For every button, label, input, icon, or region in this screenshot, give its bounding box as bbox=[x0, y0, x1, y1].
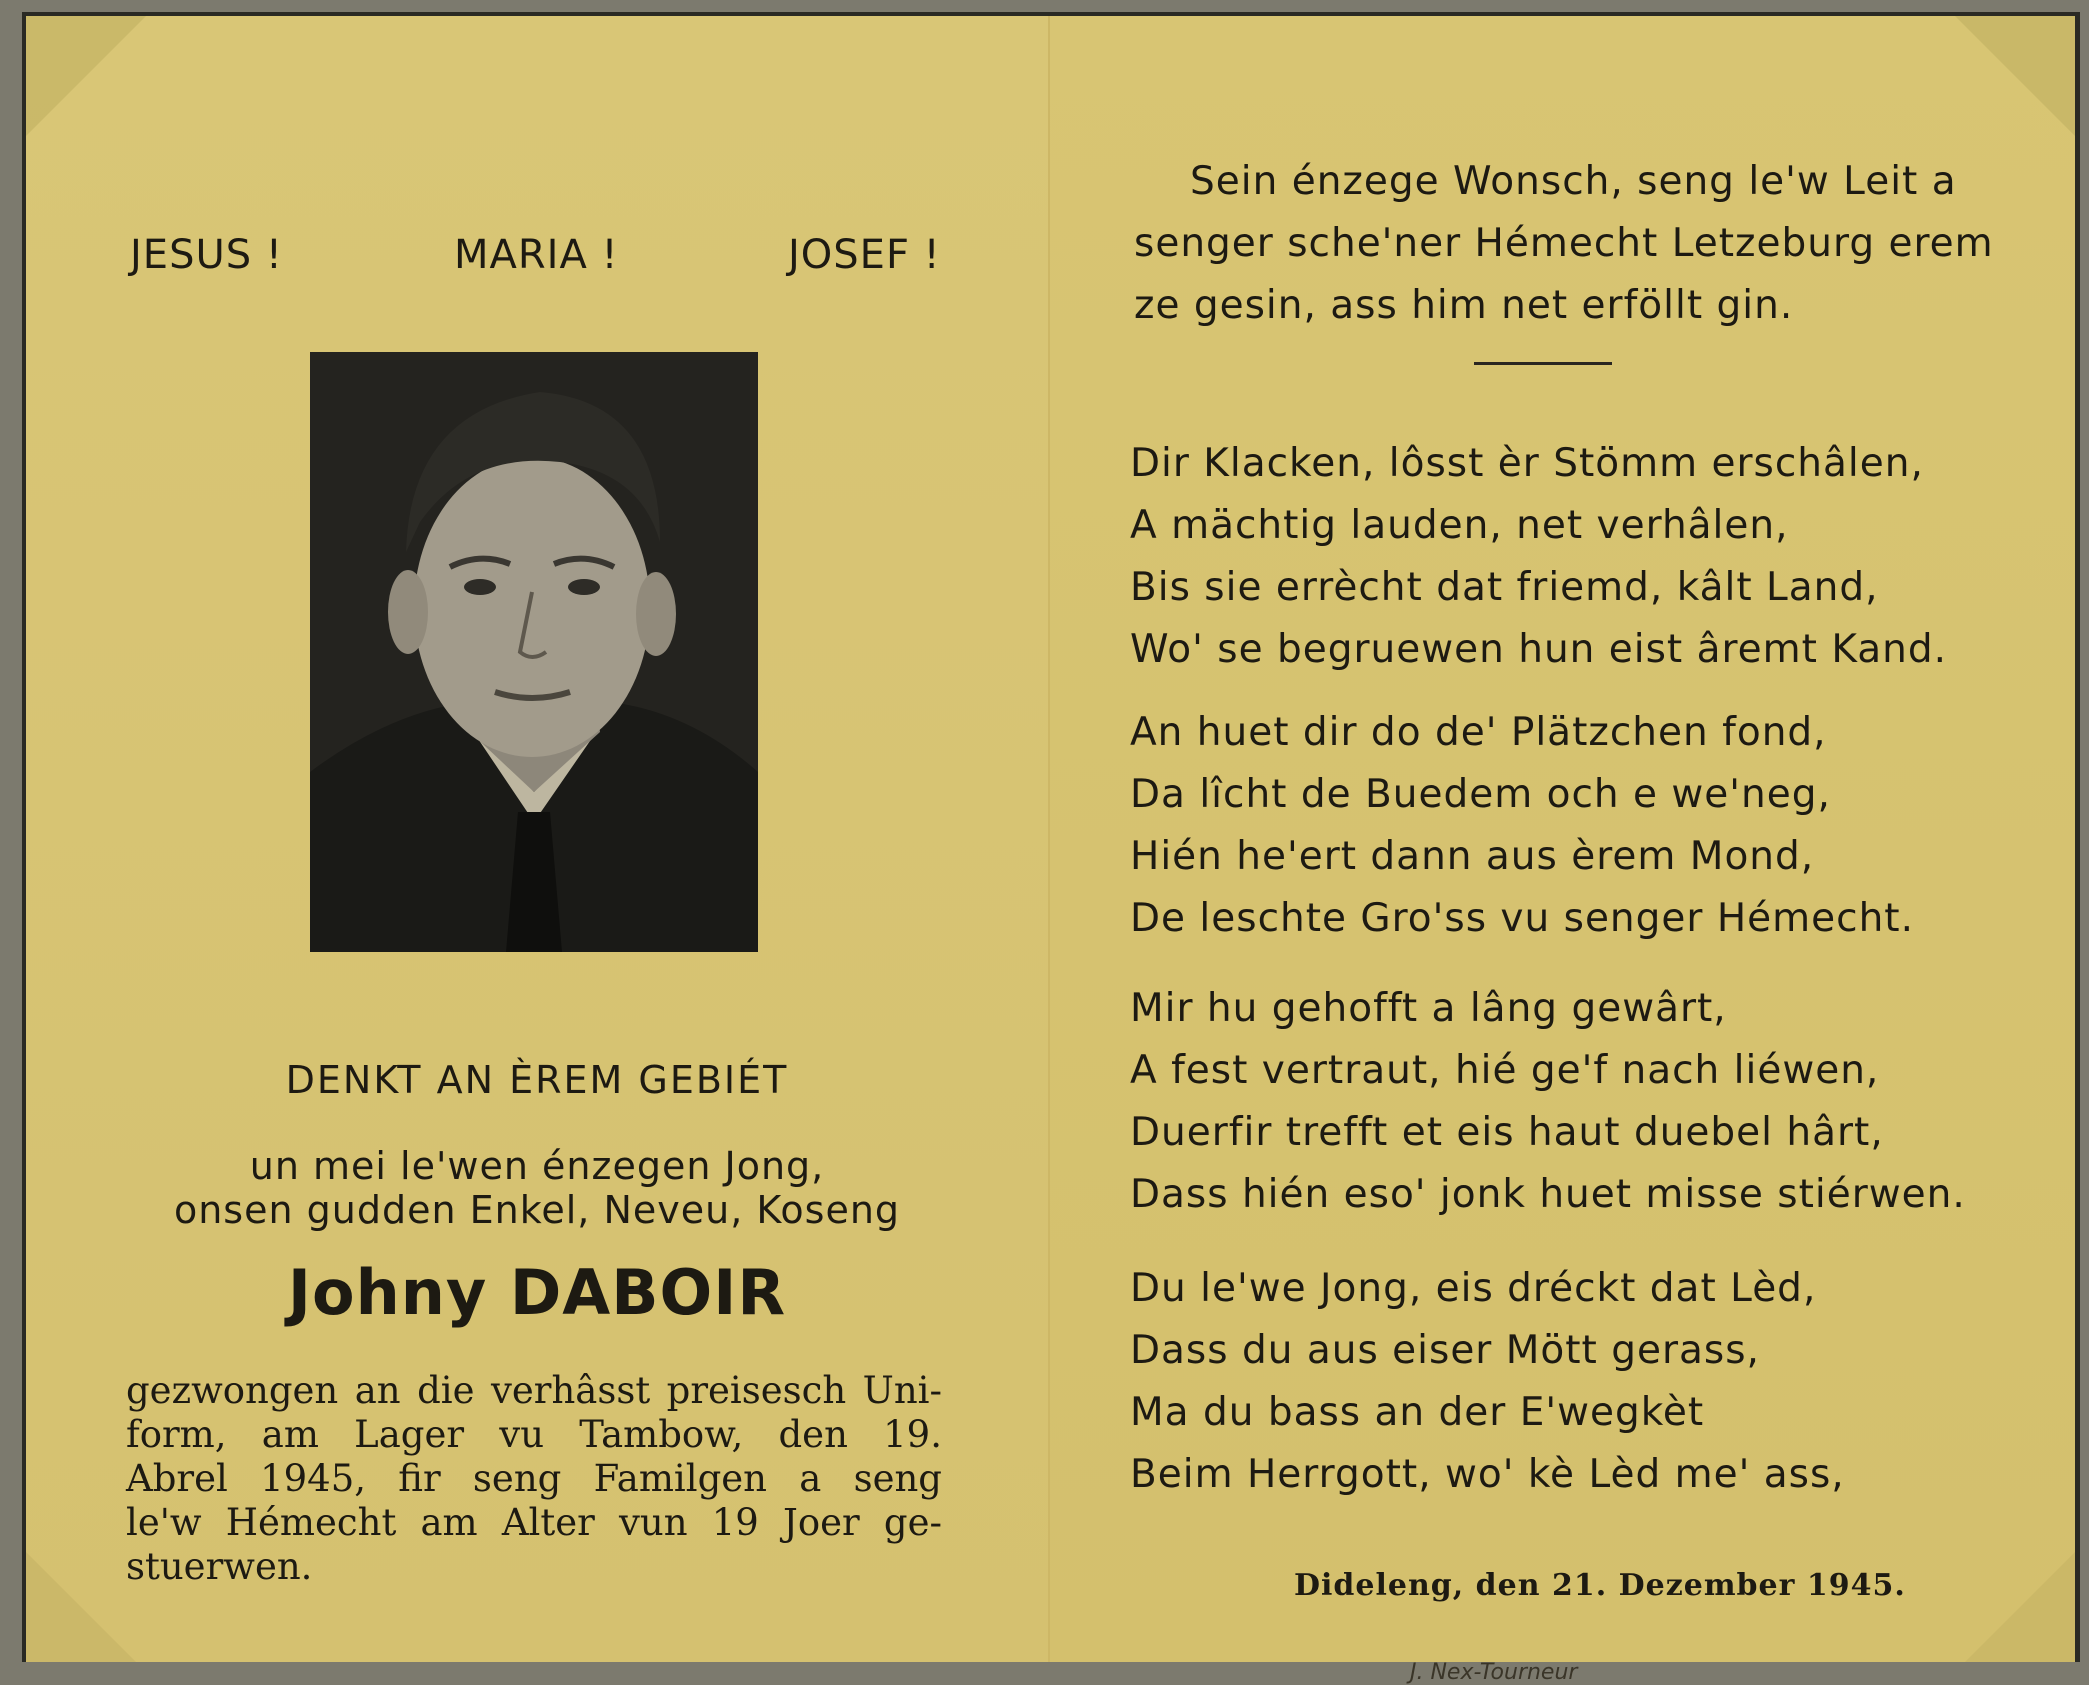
final-wish-line: Sein énzege Wonsch, seng le'w Leit a bbox=[1190, 159, 1957, 204]
biography-line: gezwongen an die verhâsst preisesch Uni- bbox=[126, 1369, 942, 1412]
deceased-name: Johny DABOIR bbox=[287, 1256, 787, 1329]
final-wish bbox=[1134, 151, 1994, 337]
photo-corner-top-right bbox=[1955, 16, 2075, 136]
poem-line: Duerfir trefft et eis haut duebel hârt, bbox=[1130, 1110, 1884, 1155]
place-and-date: Dideleng, den 21. Dezember 1945. bbox=[1294, 1568, 1906, 1603]
separator-rule bbox=[1474, 362, 1612, 365]
final-wish-line: ze gesin, ass him net erföllt gin. bbox=[1134, 283, 1794, 328]
poem-stanza-1 bbox=[1130, 433, 1990, 681]
poem-line: Beim Herrgott, wo' kè Lèd me' ass, bbox=[1130, 1452, 1845, 1497]
poem-line: Dass du aus eiser Mött gerass, bbox=[1130, 1328, 1760, 1373]
left-panel bbox=[26, 16, 1048, 1662]
biography-line: Abrel 1945, fir seng Familgen a seng bbox=[126, 1457, 942, 1500]
biography-line: stuerwen. bbox=[126, 1545, 313, 1588]
poem-line: Ma du bass an der E'wegkèt bbox=[1130, 1390, 1705, 1435]
dedication-line-2: onsen gudden Enkel, Neveu, Koseng bbox=[173, 1188, 901, 1232]
invocation-jesus: JESUS ! bbox=[130, 232, 283, 278]
poem-line: A mächtig lauden, net verhâlen, bbox=[1130, 503, 1789, 548]
poem-line: Du le'we Jong, eis dréckt dat Lèd, bbox=[1130, 1266, 1817, 1311]
invocation-maria: MARIA ! bbox=[454, 232, 619, 278]
poem-line: A fest vertraut, hié ge'f nach liéwen, bbox=[1130, 1048, 1880, 1093]
poem-line: Da lîcht de Buedem och e we'neg, bbox=[1130, 772, 1831, 817]
poem-line: Hién he'ert dann aus èrem Mond, bbox=[1130, 834, 1815, 879]
photo-corner-bottom-left bbox=[26, 1552, 136, 1662]
poem-stanza-3 bbox=[1130, 978, 1990, 1226]
final-wish-line: senger sche'ner Hémecht Letzeburg erem bbox=[1134, 221, 1994, 266]
prayer-request: DENKT AN ÈREM GEBIÉT bbox=[285, 1058, 789, 1102]
printer-imprint: J. Nex-Tourneur bbox=[1410, 1660, 1578, 1685]
photo-corner-bottom-right bbox=[1965, 1552, 2075, 1662]
biography-line: form, am Lager vu Tambow, den 19. bbox=[126, 1413, 942, 1456]
invocation-josef: JOSEF ! bbox=[788, 232, 941, 278]
portrait-photo bbox=[310, 352, 758, 952]
poem-line: Mir hu gehofft a lâng gewârt, bbox=[1130, 986, 1727, 1031]
portrait-illustration bbox=[310, 352, 758, 952]
dedication-line-1: un mei le'wen énzegen Jong, bbox=[249, 1144, 825, 1188]
memorial-card bbox=[22, 12, 2080, 1685]
poem-stanza-2 bbox=[1130, 702, 1990, 950]
poem-line: Dir Klacken, lôsst èr Stömm erschâlen, bbox=[1130, 441, 1924, 486]
poem-stanza-4 bbox=[1130, 1258, 1990, 1506]
poem-line: Dass hién eso' jonk huet misse stiérwen. bbox=[1130, 1172, 1966, 1217]
poem-line: Bis sie errècht dat friemd, kâlt Land, bbox=[1130, 565, 1879, 610]
poem-line: An huet dir do de' Plätzchen fond, bbox=[1130, 710, 1827, 755]
poem-line: De leschte Gro'ss vu senger Hémecht. bbox=[1130, 896, 1914, 941]
biography bbox=[126, 1369, 942, 1589]
poem-line: Wo' se begruewen hun eist âremt Kand. bbox=[1130, 627, 1948, 672]
photo-corner-top-left bbox=[26, 16, 146, 136]
biography-line: le'w Hémecht am Alter vun 19 Joer ge- bbox=[126, 1501, 942, 1544]
